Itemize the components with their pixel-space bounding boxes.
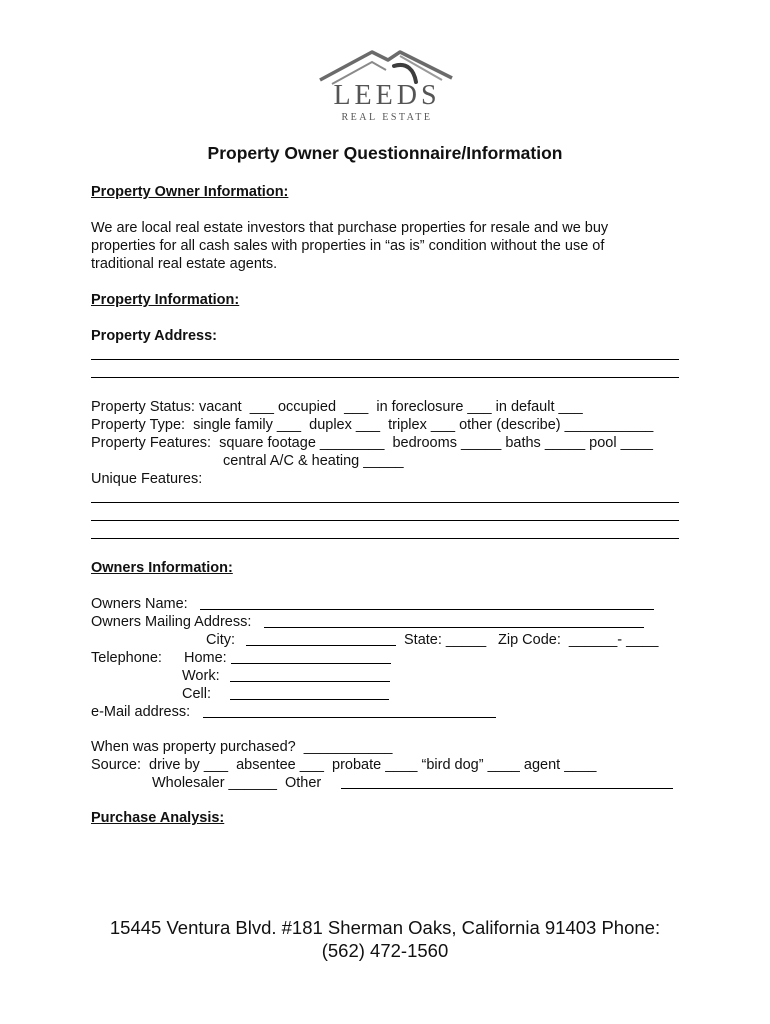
property-address-line-1[interactable] [91, 359, 679, 360]
other-field[interactable] [341, 788, 673, 789]
property-address-line-2[interactable] [91, 377, 679, 378]
wholesaler-line: Wholesaler ______ Other [152, 775, 322, 791]
unique-features-line-2[interactable] [91, 520, 679, 521]
home-phone-label: Home: [184, 650, 227, 666]
city-field[interactable] [246, 645, 396, 646]
property-status: Property Status: vacant ___ occupied ___ in foreclosure ___ in default ___ [91, 399, 583, 415]
zip-code-label: Zip Code: ______- ____ [498, 632, 659, 648]
work-phone-field[interactable] [230, 681, 390, 682]
cell-phone-field[interactable] [230, 699, 389, 700]
unique-features-line-1[interactable] [91, 502, 679, 503]
cell-phone-label: Cell: [182, 686, 212, 702]
leeds-logo [312, 44, 462, 126]
work-phone-label: Work: [182, 668, 220, 684]
intro-line-2: properties for all cash sales with properties in “as is” condition without the use of [91, 238, 605, 254]
page-title: Property Owner Questionnaire/Information [207, 143, 563, 163]
home-phone-field[interactable] [231, 663, 391, 664]
city-label: City: [206, 632, 235, 648]
state-label: State: _____ [404, 632, 487, 648]
owners-info-heading: Owners Information: [91, 560, 233, 576]
mailing-address-label: Owners Mailing Address: [91, 614, 252, 630]
property-type: Property Type: single family ___ duplex ___ triplex ___ other (describe) ___________ [91, 417, 654, 433]
owners-name-field[interactable] [200, 609, 654, 610]
property-address-label: Property Address: [91, 328, 217, 344]
email-label: e-Mail address: [91, 704, 191, 720]
unique-features-label: Unique Features: [91, 471, 203, 487]
footer-address: 15445 Ventura Blvd. #181 Sherman Oaks, California 91403 Phone: [109, 917, 661, 938]
telephone-label: Telephone: [91, 650, 162, 666]
purchase-analysis-heading: Purchase Analysis: [91, 810, 225, 826]
property-features: Property Features: square footage ________ bedrooms _____ baths _____ pool ____ [91, 435, 653, 451]
footer-phone: (562) 472-1560 [321, 940, 449, 961]
owner-info-heading: Property Owner Information: [91, 184, 289, 200]
logo-tagline-text: REAL ESTATE [341, 112, 433, 123]
owners-name-label: Owners Name: [91, 596, 188, 612]
property-info-heading: Property Information: [91, 292, 240, 308]
source-line: Source: drive by ___ absentee ___ probate ____ “bird dog” ____ agent ____ [91, 757, 597, 773]
purchased-when: When was property purchased? ___________ [91, 739, 393, 755]
central-ac: central A/C & heating _____ [223, 453, 404, 469]
mailing-address-field[interactable] [264, 627, 644, 628]
email-field[interactable] [203, 717, 496, 718]
intro-line-3: traditional real estate agents. [91, 256, 278, 272]
logo-brand-text: LEEDS [333, 80, 441, 111]
intro-line-1: We are local real estate investors that purchase properties for resale and we buy [91, 220, 609, 236]
unique-features-line-3[interactable] [91, 538, 679, 539]
